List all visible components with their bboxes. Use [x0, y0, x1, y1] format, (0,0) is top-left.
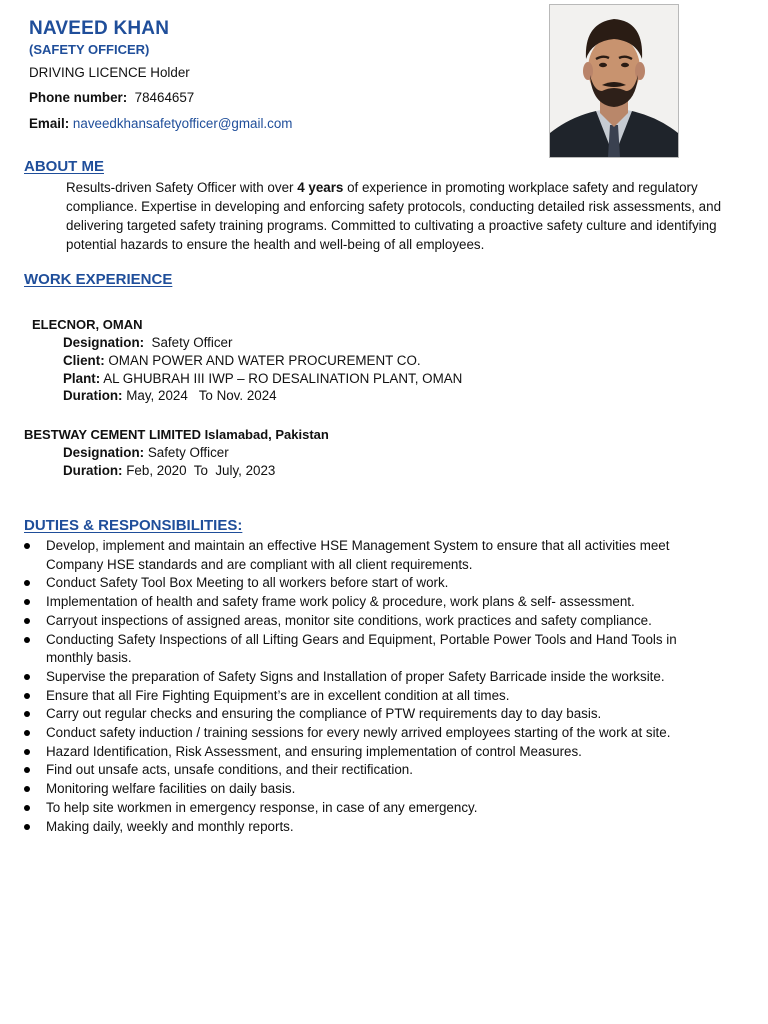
duty-item — [24, 705, 724, 724]
duty-item — [24, 761, 724, 780]
duty-text: Develop, implement and maintain an effective HSE Management System to ensure that all activities meet Company HSE standards and are compliant with all client requirements. — [46, 538, 670, 572]
bullet-icon — [24, 749, 30, 755]
bullet-icon — [24, 599, 30, 605]
client-label: Client: — [63, 353, 105, 368]
email-label: Email: — [29, 116, 70, 131]
duty-text: Find out unsafe acts, unsafe conditions, and their rectification. — [46, 762, 413, 778]
bullet-icon — [24, 580, 30, 586]
duty-text: Ensure that all Fire Fighting Equipment’s are in excellent condition at all times. — [46, 687, 510, 703]
duty-item — [24, 743, 724, 762]
duties-list — [24, 537, 724, 836]
plant-label: Plant: — [63, 371, 101, 386]
job-duration — [63, 388, 277, 403]
bullet-icon — [24, 730, 30, 736]
bullet-icon — [24, 693, 30, 699]
duty-item — [24, 780, 724, 799]
duty-item — [24, 668, 724, 687]
duty-text: Carryout inspections of assigned areas, monitor site conditions, work practices and safety compliance. — [46, 612, 652, 628]
job-company: ELECNOR, OMAN — [32, 317, 143, 332]
duty-text: Making daily, weekly and monthly reports. — [46, 818, 294, 834]
candidate-name: NAVEED KHAN — [29, 18, 170, 39]
candidate-role: (SAFETY OFFICER) — [29, 42, 150, 57]
duty-item — [24, 574, 724, 593]
bullet-icon — [24, 824, 30, 830]
about-heading: ABOUT ME — [24, 158, 104, 175]
bullet-icon — [24, 767, 30, 773]
duty-text: Conduct Safety Tool Box Meeting to all workers before start of work. — [46, 575, 449, 591]
profile-photo — [549, 4, 679, 158]
duty-text: Conducting Safety Inspections of all Lifting Gears and Equipment, Portable Power Tools and Hand Tools in monthly basis. — [46, 631, 677, 666]
bullet-icon — [24, 674, 30, 680]
duty-item — [24, 724, 724, 743]
duty-item — [24, 593, 724, 612]
duty-text: Monitoring welfare facilities on daily basis. — [46, 781, 296, 797]
email-link[interactable]: naveedkhansafetyofficer@gmail.com — [72, 116, 293, 131]
duration-value: May, 2024 To Nov. 2024 — [126, 388, 277, 403]
job-designation — [63, 445, 229, 460]
plant-value: AL GHUBRAH III IWP – RO DESALINATION PLANT, OMAN — [103, 371, 463, 386]
duty-text: Hazard Identification, Risk Assessment, and ensuring implementation of control Measures. — [46, 743, 582, 759]
duty-text: To help site workmen in emergency response, in case of any emergency. — [46, 799, 478, 815]
duration-value: Feb, 2020 To July, 2023 — [126, 463, 276, 478]
duty-text: Conduct safety induction / training sessions for every newly arrived employees starting of the work at site. — [46, 725, 671, 741]
duty-item — [24, 818, 724, 837]
about-text-end: of experience in promoting workplace safety and regulatory compliance. Expertise in developing and enforcing safety protocols, conducting detailed risk assessments, and delivering targeted safety training programs. Committed to cultivating a proactive safety culture and identifying potential hazards to ensure the health and well-being of all employees. — [66, 180, 722, 252]
bullet-icon — [24, 711, 30, 717]
about-paragraph — [66, 178, 744, 254]
job-designation — [63, 335, 232, 350]
designation-label: Designation: — [63, 335, 145, 350]
duty-text: Carry out regular checks and ensuring the compliance of PTW requirements day to day basis. — [46, 706, 602, 722]
bullet-icon — [24, 805, 30, 811]
about-years-highlight: 4 years — [297, 180, 344, 195]
bullet-icon — [24, 786, 30, 792]
job-client — [63, 353, 421, 368]
bullet-icon — [24, 618, 30, 624]
email-line — [29, 116, 292, 131]
job-plant — [63, 371, 462, 386]
duty-item — [24, 799, 724, 818]
license-line: DRIVING LICENCE Holder — [29, 65, 190, 80]
designation-label: Designation: — [63, 445, 145, 460]
duration-label: Duration: — [63, 388, 123, 403]
job-company: BESTWAY CEMENT LIMITED Islamabad, Pakistan — [24, 427, 329, 442]
about-text-start: Results-driven Safety Officer with over — [66, 180, 298, 195]
duty-item — [24, 612, 724, 631]
phone-label: Phone number: — [29, 90, 128, 105]
bullet-icon — [24, 543, 30, 549]
duty-item — [24, 537, 724, 574]
work-experience-heading: WORK EXPERIENCE — [24, 271, 173, 288]
bullet-icon — [24, 637, 30, 643]
duration-label: Duration: — [63, 463, 123, 478]
duty-text: Supervise the preparation of Safety Signs and Installation of proper Safety Barricade inside the worksite. — [46, 668, 665, 684]
phone-line — [29, 90, 194, 105]
client-value: OMAN POWER AND WATER PROCUREMENT CO. — [108, 353, 421, 368]
phone-value: 78464657 — [134, 90, 195, 105]
duty-text: Implementation of health and safety frame work policy & procedure, work plans & self- assessment. — [46, 594, 635, 610]
duty-item — [24, 631, 724, 668]
job-duration — [63, 463, 275, 478]
duties-heading: DUTIES & RESPONSIBILITIES: — [24, 517, 243, 534]
duty-item — [24, 687, 724, 706]
designation-value: Safety Officer — [151, 335, 233, 350]
designation-value: Safety Officer — [147, 445, 229, 460]
